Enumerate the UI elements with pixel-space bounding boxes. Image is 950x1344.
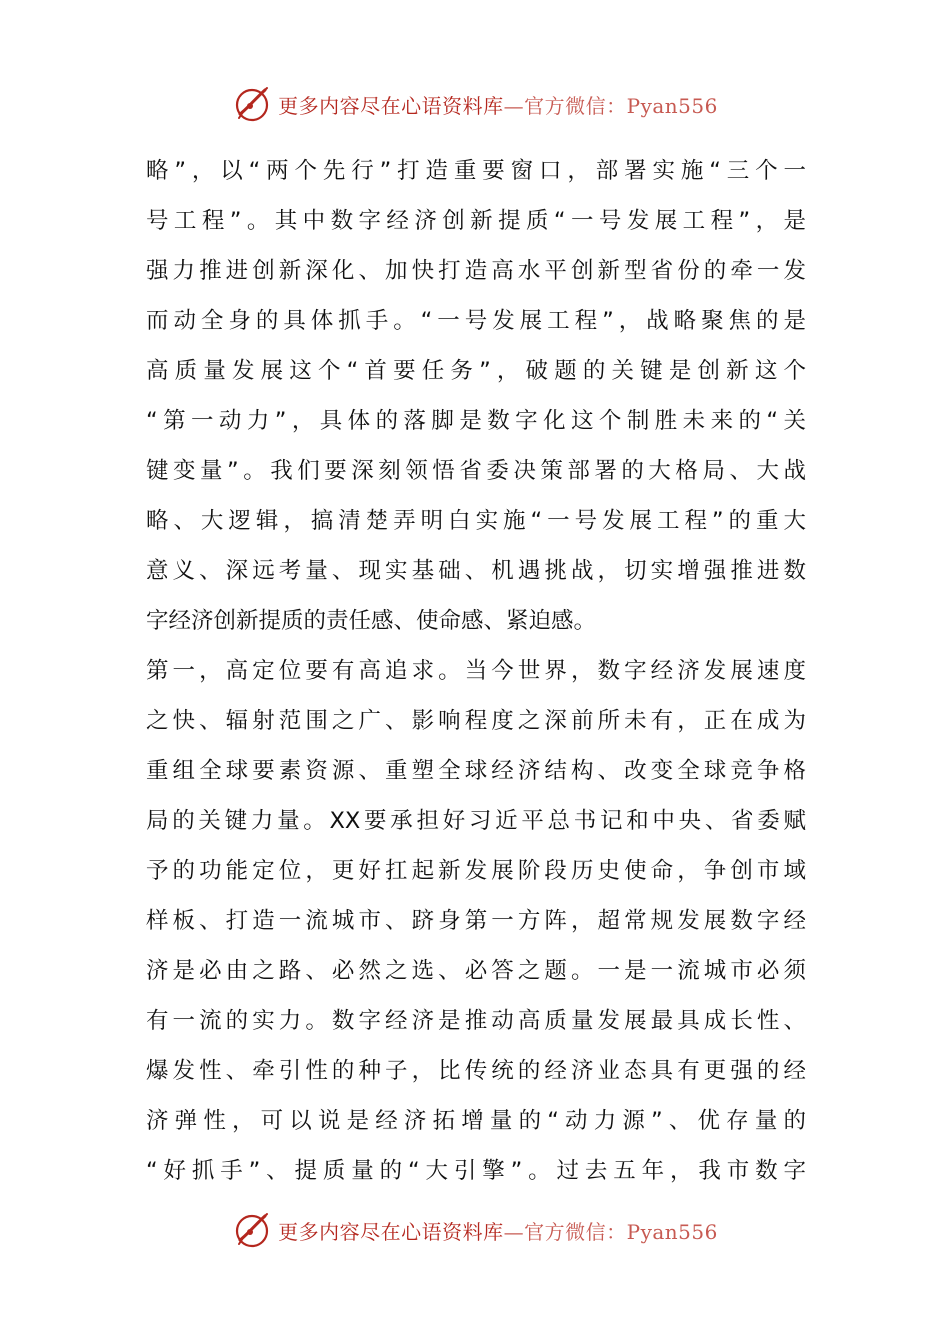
footer-watermark-banner bbox=[0, 1208, 950, 1252]
text-line: 重组全球要素资源、重塑全球经济结构、改变全球竞争格 bbox=[146, 758, 806, 784]
text-line: 键变量”。我们要深刻领悟省委决策部署的大格局、大战 bbox=[146, 458, 806, 484]
text-line: 意义、深远考量、现实基础、机遇挑战，切实增强推进数 bbox=[146, 558, 806, 584]
text-line: 局的关键力量。XX要承担好习近平总书记和中央、省委赋 bbox=[146, 808, 806, 834]
text-line: 略”，以“两个先行”打造重要窗口，部署实施“三个一 bbox=[146, 158, 806, 184]
text-line: 略、大逻辑，搞清楚弄明白实施“一号发展工程”的重大 bbox=[146, 508, 806, 534]
text-line: 有一流的实力。数字经济是推动高质量发展最具成长性、 bbox=[146, 1008, 806, 1034]
pen-circle-logo-icon bbox=[232, 84, 272, 124]
footer-brand: 更多内容尽在心语资料库 bbox=[278, 1219, 504, 1244]
text-line: “第一动力”，具体的落脚是数字化这个制胜未来的“关 bbox=[146, 408, 806, 434]
text-line: 样板、打造一流城市、跻身第一方阵，超常规发展数字经 bbox=[146, 908, 806, 934]
text-line: 爆发性、牵引性的种子，比传统的经济业态具有更强的经 bbox=[146, 1058, 806, 1084]
text-line: 号工程”。其中数字经济创新提质“一号发展工程”，是 bbox=[146, 208, 806, 234]
footer-watermark-text bbox=[278, 1216, 718, 1245]
header-brand: 更多内容尽在心语资料库 bbox=[278, 93, 504, 118]
text-line: 予的功能定位，更好扛起新发展阶段历史使命，争创市域 bbox=[146, 858, 806, 884]
text-line: 济是必由之路、必然之选、必答之题。一是一流城市必须 bbox=[146, 958, 806, 984]
footer-contact: —官方微信：Pyan556 bbox=[503, 1219, 718, 1244]
text-line: “好抓手”、提质量的“大引擎”。过去五年，我市数字 bbox=[146, 1158, 806, 1184]
header-watermark-text bbox=[278, 90, 718, 119]
header-contact: —官方微信：Pyan556 bbox=[503, 93, 718, 118]
document-body bbox=[146, 146, 806, 1196]
text-line: 字经济创新提质的责任感、使命感、紧迫感。 bbox=[146, 608, 597, 634]
text-line: 之快、辐射范围之广、影响程度之深前所未有，正在成为 bbox=[146, 708, 806, 734]
header-watermark-banner bbox=[0, 82, 950, 126]
text-line: 第一，高定位要有高追求。当今世界，数字经济发展速度 bbox=[146, 658, 806, 684]
text-line: 济弹性，可以说是经济拓增量的“动力源”、优存量的 bbox=[146, 1108, 806, 1134]
text-line: 而动全身的具体抓手。“一号发展工程”，战略聚焦的是 bbox=[146, 308, 806, 334]
pen-circle-logo-icon bbox=[232, 1210, 272, 1250]
text-line: 强力推进创新深化、加快打造高水平创新型省份的牵一发 bbox=[146, 258, 806, 284]
text-line: 高质量发展这个“首要任务”，破题的关键是创新这个 bbox=[146, 358, 806, 384]
